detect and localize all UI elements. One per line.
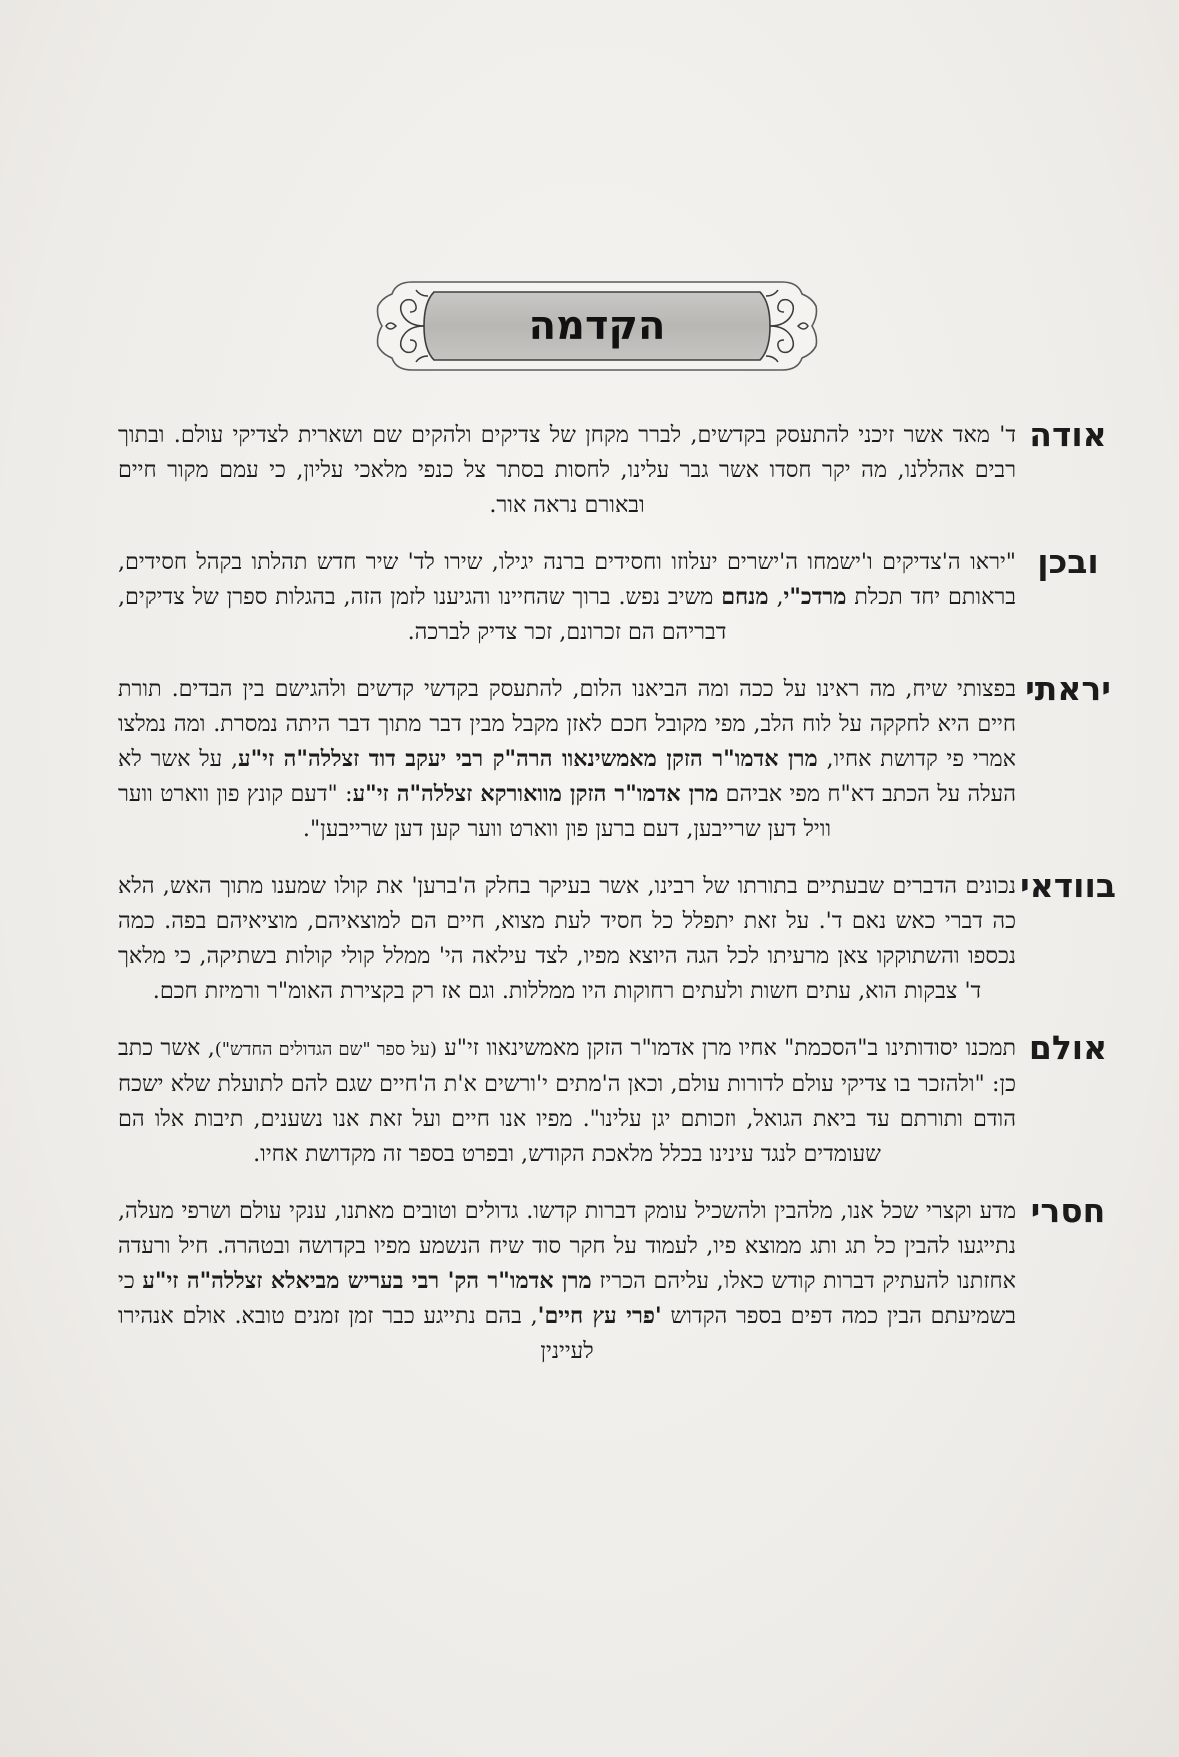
paragraph (118, 1028, 1120, 1172)
text-run: ד' מאד אשר זיכני להתעסק בקדשים, לברר מקחן של צדיקים ולהקים שם ושארית לצדיקי עולם. ובתוך רבים אהללנו, מה יקר חסדו אשר גבר עלינו, לחסות בסתר צל כנפי מלאכי עליון, כי עמם מקור חיים ובאורם נראה אור. (118, 422, 1016, 518)
paragraph-lead-word: יראתי (1025, 669, 1111, 708)
text-run: משיב נפש. ברוך שהחיינו והגיענו לזמן הזה, בהגלות ספרן של צדיקים, דבריהם הם זכרונם, זכר צדיק לברכה. (118, 584, 727, 645)
bold-phrase: מרדכ"י (783, 584, 847, 610)
small-note: (על ספר "שם הגדולים החדש") (214, 1039, 437, 1060)
text-run: , אשר כתב כן: "ולהזכר בו צדיקי עולם לדורות עולם, וכאן ה'מתים י'ורשים א'ת ה'חיים שגם להם לתועלת שלא ישכח הודם ותורתם עד ביאת הגואל, וזכותם יגן עלינו". מפיו אנו חיים ועל זאת אנו נשענים, תיבות אלו הם שעומדים לנגד עינינו בכלל מלאכת הקודש, ובפרט בספר זה מקדושת אחיו. (118, 1035, 1016, 1167)
paragraph-text (118, 545, 1016, 650)
text-run: מדע וקצרי שכל אנו, מלהבין ולהשכיל עומק דברות קדשו. גדולים וטובים מאתנו, ענקי עולם ושרפי מעלה, נתייגעו להבין כל תג ותג ממוצא פיו, לעמוד על חקר סוד שיח הנשמע מפיו בקדושה ובטהרה. חיל ורעדה אחזתנו להעתיק דברות קודש כאלו, עליהם הכריז (118, 1198, 1016, 1294)
paragraph (118, 415, 1120, 523)
text-run: בפצותי שיח, מה ראינו על ככה ומה הביאנו הלום, להתעסק בקדשי קדשים ולהגישם בין הבדים. תורת חיים היא לחקקה על לוח הלב, מפי מקובל חכם לאזן מקבל מבין דבר מתוך דבר היתה נמסרת. ומה נמלצו אמרי פי קדושת אחיו, (118, 676, 1016, 772)
paragraph-text (118, 1194, 1016, 1369)
title-banner (372, 276, 822, 376)
paragraph (118, 866, 1120, 1009)
paragraph-text (118, 1031, 1016, 1172)
paragraph (118, 669, 1120, 847)
bold-phrase: 'פרי עץ חיים' (537, 1303, 662, 1329)
text-run: , בהם נתייגע כבר זמן זמנים טובא. אולם אנהירו לעיינין (118, 1303, 594, 1364)
text-run: תמכנו יסודותינו ב"הסכמת" אחיו מרן אדמו"ר הזקן מאמשינאוו זי"ע (436, 1035, 1017, 1061)
text-run: נכונים הדברים שבעתיים בתורתו של רבינו, אשר בעיקר בחלק ה'ברען' את קולו שמענו מתוך האש, הלא כה דברי כאש נאם ד'. על זאת יתפלל כל חסיד לעת מצוא, חיים הם למוצאיהם, מוציאיהם בפה. כמה נכספו והשתוקקו צאן מרעיתו לכל הגה היוצא מפיו, לצד עילאה הי' ממלל קולי קולות בשתיקה, כי מלאך ד' צבקות הוא, עתים חשות ולעתים רחוקות היו ממללות. וגם אז רק בקצירת האומ"ר ורמיזת חכם. (118, 873, 1016, 1004)
paragraph-lead-word: חסרי (1030, 1191, 1106, 1230)
paragraph-lead-word: ובכן (1037, 542, 1099, 581)
text-run: , (768, 584, 784, 610)
paragraph-text (118, 672, 1016, 847)
bold-phrase: מרן אדמו"ר הק' רבי בעריש מביאלא זצללה"ה זי"ע (142, 1268, 592, 1294)
bold-phrase: מרן אדמו"ר הזקן מוואורקא זצללה"ה זי"ע (352, 781, 719, 807)
paragraph (118, 542, 1120, 650)
text-run: "יראו ה'צדיקים ו'ישמחו ה'ישרים יעלוזו וחסידים ברנה יגילו, שירו לד' שיר חדש תהלתו בקהל חסידים, בראותם יחד תכלת (118, 549, 1016, 610)
page-title: הקדמה (528, 303, 666, 349)
body-text (118, 415, 1120, 1391)
paragraph-lead-word: אודה (1029, 415, 1107, 454)
paragraph-lead-word: בוודאי (1020, 866, 1116, 905)
paragraph (118, 1191, 1120, 1369)
bold-phrase: מרן אדמו"ר הזקן מאמשינאוו הרה"ק רבי יעקב דוד זצללה"ה זי"ע (238, 746, 818, 772)
text-run: כי בשמיעתם הבין כמה דפים בספר הקדוש (118, 1268, 1016, 1329)
paragraph-text (118, 869, 1016, 1009)
bold-phrase: מנחם (721, 584, 769, 610)
text-run: : "דעם קונץ פון ווארט ווער וויל דען שרייבען, דעם ברען פון ווארט ווער קען דען שרייבען". (118, 781, 832, 842)
paragraph-text (118, 418, 1016, 523)
text-run: , על אשר לא העלה על הכתב דא"ח מפי אביהם (118, 746, 1016, 807)
paragraph-lead-word: אולם (1028, 1028, 1108, 1067)
